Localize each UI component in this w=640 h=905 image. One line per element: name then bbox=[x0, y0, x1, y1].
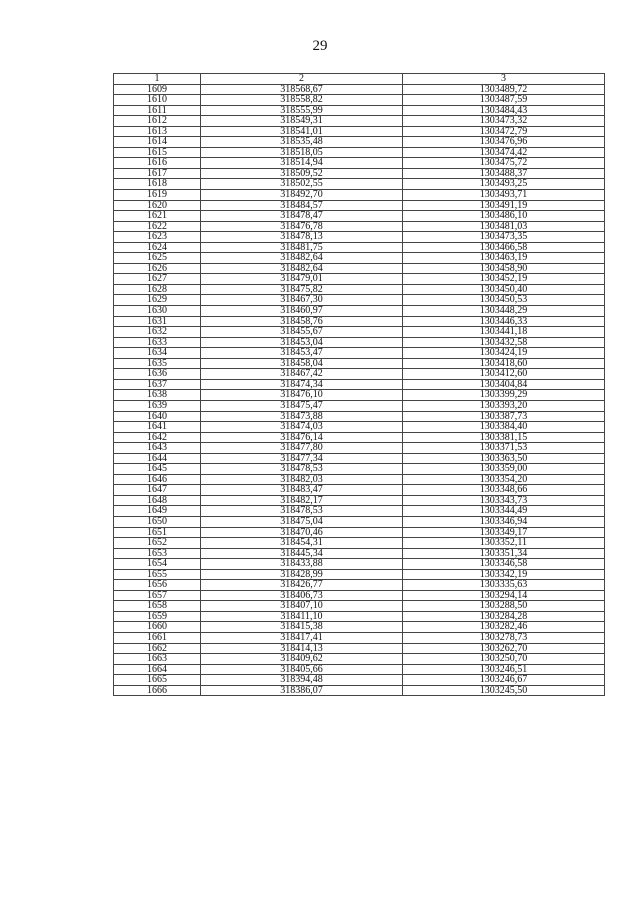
x-coordinate-cell: 318474,34 bbox=[201, 379, 403, 390]
x-coordinate-cell: 318483,47 bbox=[201, 485, 403, 496]
point-number-cell: 1643 bbox=[114, 443, 201, 454]
point-number-cell: 1640 bbox=[114, 411, 201, 422]
x-coordinate-cell: 318426,77 bbox=[201, 580, 403, 591]
x-coordinate-cell: 318405,66 bbox=[201, 664, 403, 675]
point-number-cell: 1614 bbox=[114, 137, 201, 148]
y-coordinate-cell: 1303450,40 bbox=[403, 284, 605, 295]
x-coordinate-cell: 318482,17 bbox=[201, 495, 403, 506]
table-row bbox=[114, 400, 605, 411]
point-number-cell: 1624 bbox=[114, 242, 201, 253]
point-number-cell: 1638 bbox=[114, 390, 201, 401]
x-coordinate-cell: 318467,30 bbox=[201, 295, 403, 306]
y-coordinate-cell: 1303472,79 bbox=[403, 126, 605, 137]
coordinates-table bbox=[113, 73, 605, 696]
point-number-cell: 1665 bbox=[114, 675, 201, 686]
x-coordinate-cell: 318568,67 bbox=[201, 84, 403, 95]
x-coordinate-cell: 318473,88 bbox=[201, 411, 403, 422]
x-coordinate-cell: 318541,01 bbox=[201, 126, 403, 137]
table-row bbox=[114, 316, 605, 327]
point-number-cell: 1632 bbox=[114, 327, 201, 338]
table-row bbox=[114, 200, 605, 211]
table-row bbox=[114, 443, 605, 454]
x-coordinate-cell: 318460,97 bbox=[201, 306, 403, 317]
table-row bbox=[114, 116, 605, 127]
x-coordinate-cell: 318509,52 bbox=[201, 168, 403, 179]
x-coordinate-cell: 318406,73 bbox=[201, 590, 403, 601]
table-row bbox=[114, 253, 605, 264]
y-coordinate-cell: 1303250,70 bbox=[403, 654, 605, 665]
point-number-cell: 1660 bbox=[114, 622, 201, 633]
y-coordinate-cell: 1303284,28 bbox=[403, 611, 605, 622]
point-number-cell: 1611 bbox=[114, 105, 201, 116]
y-coordinate-cell: 1303371,53 bbox=[403, 443, 605, 454]
point-number-cell: 1620 bbox=[114, 200, 201, 211]
x-coordinate-cell: 318453,04 bbox=[201, 337, 403, 348]
x-coordinate-cell: 318476,14 bbox=[201, 432, 403, 443]
x-coordinate-cell: 318458,04 bbox=[201, 358, 403, 369]
y-coordinate-cell: 1303342,19 bbox=[403, 569, 605, 580]
table-row bbox=[114, 675, 605, 686]
x-coordinate-cell: 318475,04 bbox=[201, 516, 403, 527]
y-coordinate-cell: 1303432,58 bbox=[403, 337, 605, 348]
point-number-cell: 1654 bbox=[114, 559, 201, 570]
x-coordinate-cell: 318476,10 bbox=[201, 390, 403, 401]
x-coordinate-cell: 318407,10 bbox=[201, 601, 403, 612]
point-number-cell: 1630 bbox=[114, 306, 201, 317]
table-row bbox=[114, 358, 605, 369]
table-row bbox=[114, 485, 605, 496]
point-number-cell: 1649 bbox=[114, 506, 201, 517]
y-coordinate-cell: 1303384,40 bbox=[403, 422, 605, 433]
table-row bbox=[114, 190, 605, 201]
page-number: 29 bbox=[312, 38, 328, 54]
table-row bbox=[114, 643, 605, 654]
x-coordinate-cell: 318394,48 bbox=[201, 675, 403, 686]
x-coordinate-cell: 318549,31 bbox=[201, 116, 403, 127]
x-coordinate-cell: 318482,64 bbox=[201, 263, 403, 274]
point-number-cell: 1658 bbox=[114, 601, 201, 612]
point-number-cell: 1618 bbox=[114, 179, 201, 190]
table-row bbox=[114, 337, 605, 348]
y-coordinate-cell: 1303412,60 bbox=[403, 369, 605, 380]
x-coordinate-cell: 318558,82 bbox=[201, 95, 403, 106]
y-coordinate-cell: 1303424,19 bbox=[403, 348, 605, 359]
table-row bbox=[114, 211, 605, 222]
x-coordinate-cell: 318455,67 bbox=[201, 327, 403, 338]
point-number-cell: 1615 bbox=[114, 147, 201, 158]
table-row bbox=[114, 242, 605, 253]
y-coordinate-cell: 1303363,50 bbox=[403, 453, 605, 464]
x-coordinate-cell: 318417,41 bbox=[201, 632, 403, 643]
table-row bbox=[114, 432, 605, 443]
x-coordinate-cell: 318454,31 bbox=[201, 538, 403, 549]
table-row bbox=[114, 580, 605, 591]
y-coordinate-cell: 1303458,90 bbox=[403, 263, 605, 274]
y-coordinate-cell: 1303474,42 bbox=[403, 147, 605, 158]
y-coordinate-cell: 1303481,03 bbox=[403, 221, 605, 232]
x-coordinate-cell: 318445,34 bbox=[201, 548, 403, 559]
x-coordinate-cell: 318555,99 bbox=[201, 105, 403, 116]
table-row bbox=[114, 390, 605, 401]
table-row bbox=[114, 654, 605, 665]
point-number-cell: 1617 bbox=[114, 168, 201, 179]
table-row bbox=[114, 284, 605, 295]
y-coordinate-cell: 1303450,53 bbox=[403, 295, 605, 306]
table-row bbox=[114, 601, 605, 612]
table-header-row bbox=[114, 74, 605, 85]
x-coordinate-cell: 318492,70 bbox=[201, 190, 403, 201]
point-number-cell: 1621 bbox=[114, 211, 201, 222]
table-row bbox=[114, 527, 605, 538]
point-number-cell: 1629 bbox=[114, 295, 201, 306]
table-row bbox=[114, 168, 605, 179]
x-coordinate-cell: 318478,53 bbox=[201, 506, 403, 517]
point-number-cell: 1656 bbox=[114, 580, 201, 591]
x-coordinate-cell: 318458,76 bbox=[201, 316, 403, 327]
x-coordinate-cell: 318415,38 bbox=[201, 622, 403, 633]
x-coordinate-cell: 318477,34 bbox=[201, 453, 403, 464]
x-coordinate-cell: 318409,62 bbox=[201, 654, 403, 665]
point-number-cell: 1627 bbox=[114, 274, 201, 285]
point-number-cell: 1644 bbox=[114, 453, 201, 464]
y-coordinate-cell: 1303246,51 bbox=[403, 664, 605, 675]
point-number-cell: 1636 bbox=[114, 369, 201, 380]
y-coordinate-cell: 1303343,73 bbox=[403, 495, 605, 506]
y-coordinate-cell: 1303489,72 bbox=[403, 84, 605, 95]
table-row bbox=[114, 126, 605, 137]
point-number-cell: 1657 bbox=[114, 590, 201, 601]
y-coordinate-cell: 1303488,37 bbox=[403, 168, 605, 179]
point-number-cell: 1623 bbox=[114, 232, 201, 243]
y-coordinate-cell: 1303446,33 bbox=[403, 316, 605, 327]
table-row bbox=[114, 232, 605, 243]
point-number-cell: 1622 bbox=[114, 221, 201, 232]
table-row bbox=[114, 506, 605, 517]
y-coordinate-cell: 1303282,46 bbox=[403, 622, 605, 633]
point-number-cell: 1639 bbox=[114, 400, 201, 411]
y-coordinate-cell: 1303404,84 bbox=[403, 379, 605, 390]
x-coordinate-cell: 318476,78 bbox=[201, 221, 403, 232]
y-coordinate-cell: 1303346,58 bbox=[403, 559, 605, 570]
point-number-cell: 1655 bbox=[114, 569, 201, 580]
table-row bbox=[114, 590, 605, 601]
table-row bbox=[114, 685, 605, 696]
table-row bbox=[114, 348, 605, 359]
y-coordinate-cell: 1303354,20 bbox=[403, 474, 605, 485]
point-number-cell: 1647 bbox=[114, 485, 201, 496]
y-coordinate-cell: 1303346,94 bbox=[403, 516, 605, 527]
x-coordinate-cell: 318478,13 bbox=[201, 232, 403, 243]
x-coordinate-cell: 318475,82 bbox=[201, 284, 403, 295]
y-coordinate-cell: 1303359,00 bbox=[403, 464, 605, 475]
point-number-cell: 1664 bbox=[114, 664, 201, 675]
point-number-cell: 1653 bbox=[114, 548, 201, 559]
x-coordinate-cell: 318482,64 bbox=[201, 253, 403, 264]
point-number-cell: 1645 bbox=[114, 464, 201, 475]
x-coordinate-cell: 318479,01 bbox=[201, 274, 403, 285]
table-row bbox=[114, 95, 605, 106]
point-number-cell: 1642 bbox=[114, 432, 201, 443]
y-coordinate-cell: 1303476,96 bbox=[403, 137, 605, 148]
point-number-cell: 1625 bbox=[114, 253, 201, 264]
table-row bbox=[114, 263, 605, 274]
y-coordinate-cell: 1303473,32 bbox=[403, 116, 605, 127]
table-row bbox=[114, 411, 605, 422]
table-row bbox=[114, 147, 605, 158]
y-coordinate-cell: 1303278,73 bbox=[403, 632, 605, 643]
x-coordinate-cell: 318467,42 bbox=[201, 369, 403, 380]
table-row bbox=[114, 422, 605, 433]
point-number-cell: 1663 bbox=[114, 654, 201, 665]
y-coordinate-cell: 1303246,67 bbox=[403, 675, 605, 686]
y-coordinate-cell: 1303349,17 bbox=[403, 527, 605, 538]
y-coordinate-cell: 1303491,19 bbox=[403, 200, 605, 211]
x-coordinate-cell: 318477,80 bbox=[201, 443, 403, 454]
y-coordinate-cell: 1303294,14 bbox=[403, 590, 605, 601]
column-header-1: 1 bbox=[114, 74, 201, 85]
point-number-cell: 1648 bbox=[114, 495, 201, 506]
point-number-cell: 1628 bbox=[114, 284, 201, 295]
point-number-cell: 1613 bbox=[114, 126, 201, 137]
x-coordinate-cell: 318481,75 bbox=[201, 242, 403, 253]
table-body bbox=[114, 84, 605, 696]
y-coordinate-cell: 1303344,49 bbox=[403, 506, 605, 517]
y-coordinate-cell: 1303381,15 bbox=[403, 432, 605, 443]
y-coordinate-cell: 1303493,25 bbox=[403, 179, 605, 190]
y-coordinate-cell: 1303245,50 bbox=[403, 685, 605, 696]
table-row bbox=[114, 569, 605, 580]
x-coordinate-cell: 318484,57 bbox=[201, 200, 403, 211]
y-coordinate-cell: 1303348,66 bbox=[403, 485, 605, 496]
table-row bbox=[114, 474, 605, 485]
table-row bbox=[114, 158, 605, 169]
x-coordinate-cell: 318535,48 bbox=[201, 137, 403, 148]
y-coordinate-cell: 1303393,20 bbox=[403, 400, 605, 411]
x-coordinate-cell: 318411,10 bbox=[201, 611, 403, 622]
y-coordinate-cell: 1303473,35 bbox=[403, 232, 605, 243]
table-row bbox=[114, 327, 605, 338]
y-coordinate-cell: 1303399,29 bbox=[403, 390, 605, 401]
x-coordinate-cell: 318518,05 bbox=[201, 147, 403, 158]
x-coordinate-cell: 318428,99 bbox=[201, 569, 403, 580]
point-number-cell: 1610 bbox=[114, 95, 201, 106]
table-row bbox=[114, 464, 605, 475]
y-coordinate-cell: 1303484,43 bbox=[403, 105, 605, 116]
x-coordinate-cell: 318475,47 bbox=[201, 400, 403, 411]
x-coordinate-cell: 318478,47 bbox=[201, 211, 403, 222]
point-number-cell: 1652 bbox=[114, 538, 201, 549]
point-number-cell: 1646 bbox=[114, 474, 201, 485]
point-number-cell: 1650 bbox=[114, 516, 201, 527]
table-row bbox=[114, 453, 605, 464]
table-row bbox=[114, 306, 605, 317]
x-coordinate-cell: 318474,03 bbox=[201, 422, 403, 433]
point-number-cell: 1651 bbox=[114, 527, 201, 538]
table-row bbox=[114, 632, 605, 643]
y-coordinate-cell: 1303452,19 bbox=[403, 274, 605, 285]
point-number-cell: 1635 bbox=[114, 358, 201, 369]
y-coordinate-cell: 1303288,50 bbox=[403, 601, 605, 612]
y-coordinate-cell: 1303486,10 bbox=[403, 211, 605, 222]
point-number-cell: 1619 bbox=[114, 190, 201, 201]
table-row bbox=[114, 221, 605, 232]
table-row bbox=[114, 495, 605, 506]
x-coordinate-cell: 318433,88 bbox=[201, 559, 403, 570]
y-coordinate-cell: 1303493,71 bbox=[403, 190, 605, 201]
x-coordinate-cell: 318386,07 bbox=[201, 685, 403, 696]
table-row bbox=[114, 622, 605, 633]
y-coordinate-cell: 1303466,58 bbox=[403, 242, 605, 253]
y-coordinate-cell: 1303352,11 bbox=[403, 538, 605, 549]
point-number-cell: 1641 bbox=[114, 422, 201, 433]
x-coordinate-cell: 318502,55 bbox=[201, 179, 403, 190]
y-coordinate-cell: 1303463,19 bbox=[403, 253, 605, 264]
point-number-cell: 1637 bbox=[114, 379, 201, 390]
table-row bbox=[114, 538, 605, 549]
point-number-cell: 1662 bbox=[114, 643, 201, 654]
table-row bbox=[114, 369, 605, 380]
point-number-cell: 1659 bbox=[114, 611, 201, 622]
table-row bbox=[114, 379, 605, 390]
table-row bbox=[114, 548, 605, 559]
table-row bbox=[114, 295, 605, 306]
y-coordinate-cell: 1303441,18 bbox=[403, 327, 605, 338]
table-row bbox=[114, 664, 605, 675]
point-number-cell: 1666 bbox=[114, 685, 201, 696]
y-coordinate-cell: 1303475,72 bbox=[403, 158, 605, 169]
x-coordinate-cell: 318478,53 bbox=[201, 464, 403, 475]
x-coordinate-cell: 318482,03 bbox=[201, 474, 403, 485]
table-row bbox=[114, 137, 605, 148]
x-coordinate-cell: 318414,13 bbox=[201, 643, 403, 654]
point-number-cell: 1661 bbox=[114, 632, 201, 643]
table-row bbox=[114, 105, 605, 116]
table-row bbox=[114, 516, 605, 527]
y-coordinate-cell: 1303262,70 bbox=[403, 643, 605, 654]
point-number-cell: 1631 bbox=[114, 316, 201, 327]
y-coordinate-cell: 1303387,73 bbox=[403, 411, 605, 422]
point-number-cell: 1609 bbox=[114, 84, 201, 95]
point-number-cell: 1626 bbox=[114, 263, 201, 274]
table-row bbox=[114, 611, 605, 622]
column-header-3: 3 bbox=[403, 74, 605, 85]
y-coordinate-cell: 1303448,29 bbox=[403, 306, 605, 317]
point-number-cell: 1612 bbox=[114, 116, 201, 127]
table-row bbox=[114, 559, 605, 570]
x-coordinate-cell: 318453,47 bbox=[201, 348, 403, 359]
table-row bbox=[114, 84, 605, 95]
y-coordinate-cell: 1303351,34 bbox=[403, 548, 605, 559]
table-row bbox=[114, 179, 605, 190]
y-coordinate-cell: 1303487,59 bbox=[403, 95, 605, 106]
table-row bbox=[114, 274, 605, 285]
point-number-cell: 1634 bbox=[114, 348, 201, 359]
x-coordinate-cell: 318470,46 bbox=[201, 527, 403, 538]
column-header-2: 2 bbox=[201, 74, 403, 85]
point-number-cell: 1633 bbox=[114, 337, 201, 348]
y-coordinate-cell: 1303418,60 bbox=[403, 358, 605, 369]
y-coordinate-cell: 1303335,63 bbox=[403, 580, 605, 591]
point-number-cell: 1616 bbox=[114, 158, 201, 169]
x-coordinate-cell: 318514,94 bbox=[201, 158, 403, 169]
